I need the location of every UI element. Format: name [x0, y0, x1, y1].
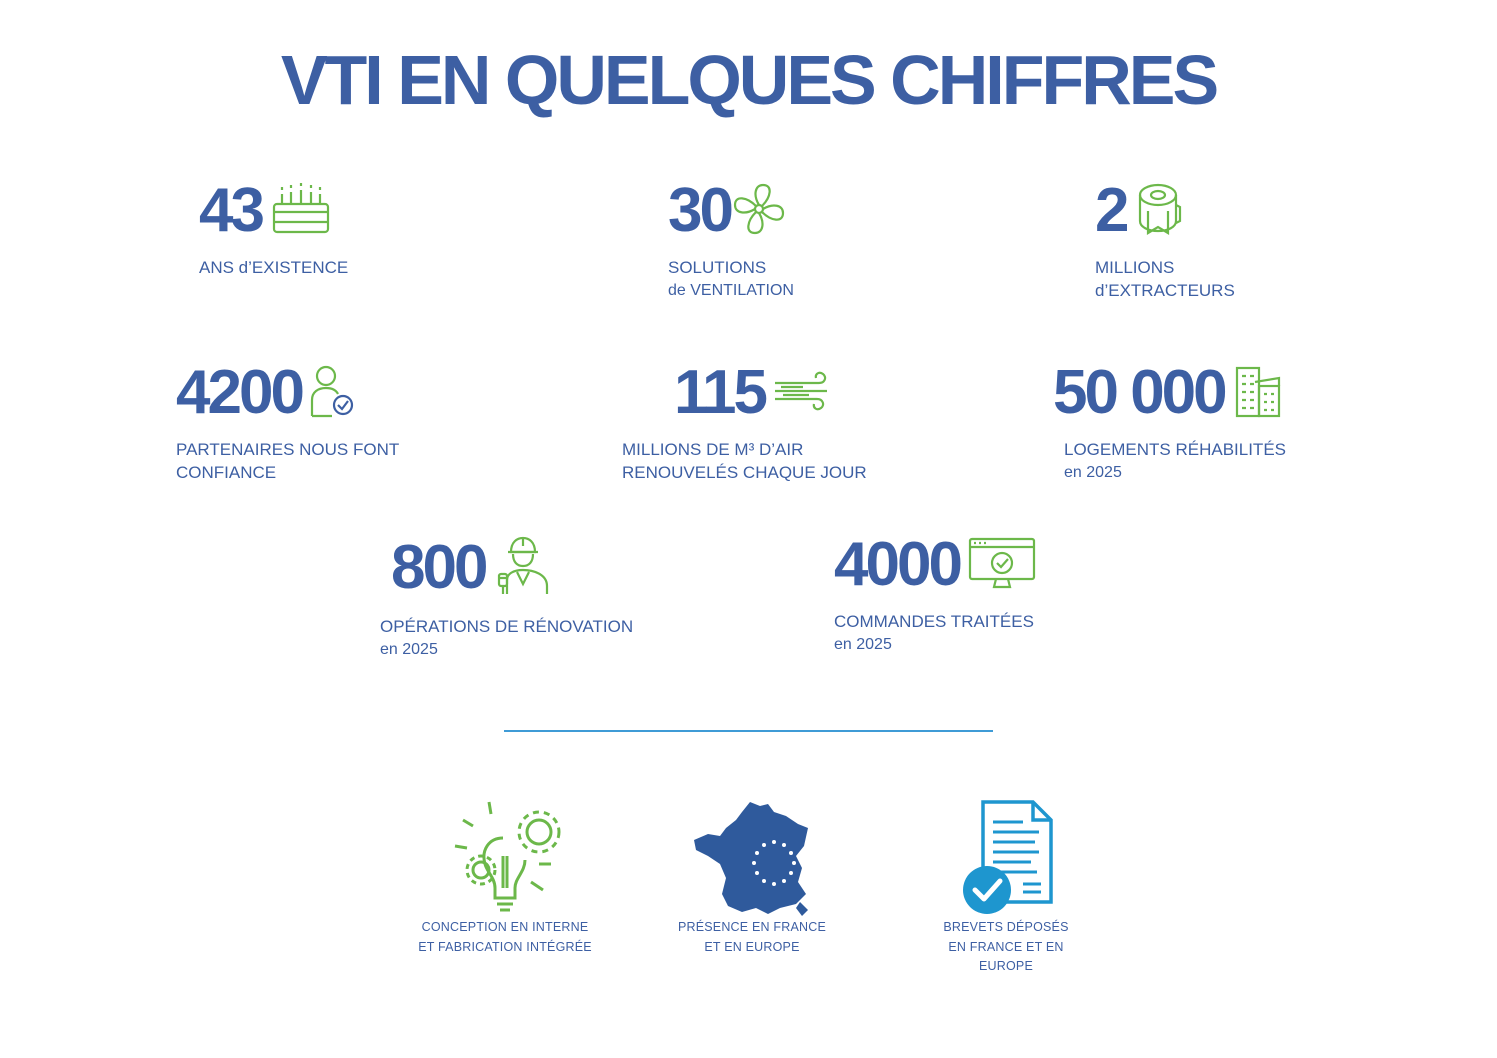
stat-air — [622, 358, 867, 484]
feature-line1: BREVETS DÉPOSÉS — [943, 920, 1069, 934]
extractor-icon — [1134, 181, 1184, 242]
feature-line2: ET EN EUROPE — [704, 939, 800, 954]
feature-design — [400, 798, 610, 957]
monitor-check-icon — [968, 537, 1036, 594]
stat-number: 50 000 — [1053, 358, 1225, 427]
stat-number: 2 — [1095, 176, 1127, 245]
stat-solutions — [668, 176, 794, 302]
stat-label-line1: MILLIONS — [1095, 258, 1175, 277]
feature-patents — [906, 798, 1106, 977]
lightbulb-gears-icon — [400, 798, 610, 918]
stat-number: 4000 — [834, 530, 960, 599]
france-europe-map-icon — [652, 798, 852, 918]
stat-label-line2: en 2025 — [1064, 464, 1122, 481]
feature-line2: ET FABRICATION INTÉGRÉE — [418, 939, 592, 954]
worker-icon — [493, 534, 553, 601]
stat-label-line1: MILLIONS DE M³ D’AIR — [622, 440, 804, 459]
page-title: VTI EN QUELQUES CHIFFRES — [280, 41, 1217, 119]
stat-orders — [834, 530, 1036, 656]
patent-document-icon — [906, 798, 1106, 918]
feature-presence — [652, 798, 852, 957]
birthday-cake-icon — [270, 182, 332, 241]
feature-line2: EN FRANCE ET EN — [948, 939, 1064, 954]
section-divider — [504, 730, 993, 732]
partner-check-icon — [310, 364, 354, 423]
feature-line1: PRÉSENCE EN FRANCE — [677, 920, 827, 934]
stat-label-line2: CONFIANCE — [176, 463, 277, 482]
feature-line1: CONCEPTION EN INTERNE — [421, 920, 589, 934]
stat-number: 43 — [199, 176, 262, 245]
stat-extractors — [1095, 176, 1235, 302]
stat-number: 30 — [668, 176, 731, 245]
stat-label-line2: d’EXTRACTEURS — [1095, 281, 1235, 300]
stat-label-line1: OPÉRATIONS DE RÉNOVATION — [380, 617, 634, 636]
stat-number: 4200 — [176, 358, 302, 427]
stat-label-line2: RENOUVELÉS CHAQUE JOUR — [622, 463, 867, 482]
stat-label-line2: en 2025 — [380, 641, 438, 658]
feature-line3: EUROPE — [979, 959, 1033, 973]
stat-number: 800 — [391, 532, 486, 602]
wind-icon — [773, 371, 833, 416]
stat-label-line2: de VENTILATION — [668, 282, 794, 299]
fan-icon — [731, 181, 787, 242]
stat-number: 115 — [674, 358, 766, 427]
stat-label-line1: LOGEMENTS RÉHABILITÉS — [1064, 440, 1286, 459]
stat-years — [199, 176, 349, 279]
stat-label-line1: SOLUTIONS — [668, 258, 767, 277]
stat-label-line2: en 2025 — [834, 636, 892, 653]
stat-label-line1: ANS d’EXISTENCE — [199, 258, 349, 277]
buildings-icon — [1233, 364, 1283, 423]
stat-renovations — [380, 534, 633, 661]
stat-label-line1: COMMANDES TRAITÉES — [834, 612, 1034, 631]
stat-partners — [176, 358, 400, 484]
stat-housing — [1053, 358, 1286, 484]
stat-label-line1: PARTENAIRES NOUS FONT — [176, 440, 400, 459]
